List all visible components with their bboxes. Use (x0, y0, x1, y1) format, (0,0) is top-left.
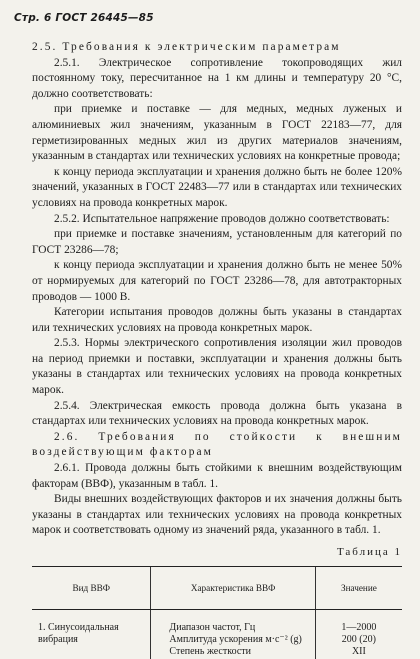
document-body (32, 40, 402, 539)
cell-values (315, 610, 402, 659)
cell-factor-type: 1. Синусоидальная вибрация (32, 610, 151, 659)
page-header: Стр. 6 ГОСТ 26445—85 (14, 12, 154, 24)
section-heading-external-factors: 2.6. Требования по стойкости к внешним воздействующим факторам (32, 430, 402, 461)
paragraph-2-5-4: 2.5.4. Электрическая емкость провода должна быть указана в стандартах или технических условиях на провода конкретных марок. (32, 399, 402, 430)
paragraph-acceptance-resistance: при приемке и поставке — для медных, медных луженых и алюминиевых жил значениям, указанным в ГОСТ 22183—77, для герметизированных медных жил из других материалов значениям, указанным в стандартах или технических условиях на конкретные провода; (32, 102, 402, 164)
header-factor-type: Вид ВВФ (32, 567, 151, 610)
table-header-row (32, 567, 402, 610)
paragraph-2-6-1: 2.6.1. Провода должны быть стойкими к внешним воздействующим факторам (ВВФ), указанным в табл. 1. (32, 461, 402, 492)
header-value: Значение (315, 567, 402, 610)
characteristic-severity: Степень жесткости (169, 646, 313, 658)
table-row (32, 610, 402, 659)
paragraph-factor-types: Виды внешних воздействующих факторов и их значения должны быть указаны в стандартах или технических условиях на провода конкретных марок и соответствовать одному из значений ряда, указанного в табл. 1. (32, 492, 402, 539)
cell-characteristics (151, 610, 315, 659)
paragraph-end-of-service-voltage: к концу периода эксплуатации и хранения должно быть не менее 50% от нормируемых для категорий по ГОСТ 23286—78, для автотракторных проводов — 1000 В. (32, 258, 402, 305)
paragraph-test-categories: Категории испытания проводов должны быть указаны в стандартах или технических условиях на провода конкретных марок. (32, 305, 402, 336)
paragraph-2-5-2: 2.5.2. Испытательное напряжение проводов должно соответствовать: (32, 212, 402, 228)
value-acceleration: 200 (20) (317, 634, 401, 646)
table-caption: Таблица 1 (32, 546, 402, 558)
characteristic-frequency: Диапазон частот, Гц (169, 622, 313, 634)
characteristic-acceleration: Амплитуда ускорения м·с⁻² (g) (169, 634, 313, 646)
value-frequency: 1—2000 (317, 622, 401, 634)
value-severity: XII (317, 646, 401, 658)
header-factor-characteristic: Характеристика ВВФ (151, 567, 315, 610)
section-heading-electrical: 2.5. Требования к электрическим параметрам (32, 40, 402, 56)
paragraph-2-5-1: 2.5.1. Электрическое сопротивление токопроводящих жил постоянному току, пересчитанное на 1 км длины и температуру 20 °С, должно соответствовать: (32, 56, 402, 103)
paragraph-acceptance-voltage: при приемке и поставке значениям, установленным для категорий по ГОСТ 23286—78; (32, 227, 402, 258)
paragraph-2-5-3: 2.5.3. Нормы электрического сопротивления изоляции жил проводов на период приемки и поставки, эксплуатации и хранения должны быть указаны в стандартах или технических условиях на провода конкретных марок. (32, 336, 402, 398)
factors-table (32, 566, 402, 659)
paragraph-end-of-service-resistance: к концу периода эксплуатации и хранения должно быть не более 120% значений, указанных в ГОСТ 22483—77 или в стандартах или технических условиях на провода конкретных марок. (32, 165, 402, 212)
